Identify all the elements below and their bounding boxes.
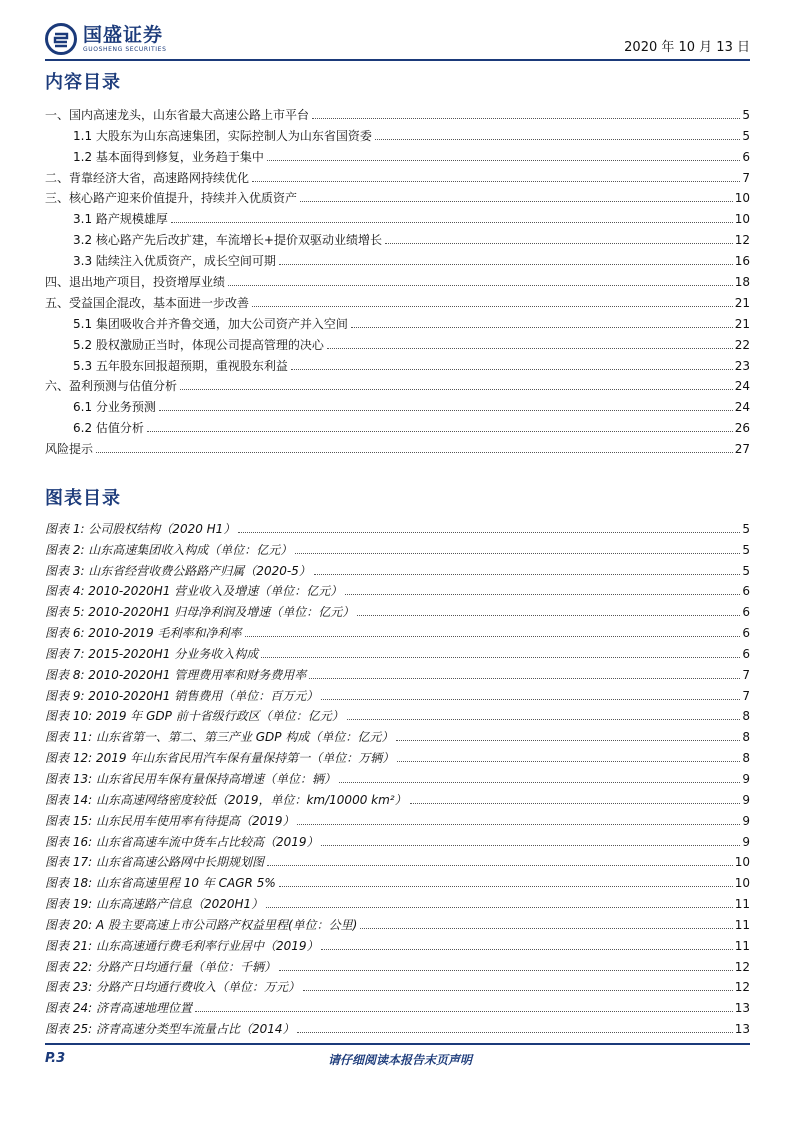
figure-entry-page[interactable]: 10: [734, 876, 750, 891]
dot-leader: [295, 553, 740, 554]
figures-list: [45, 515, 750, 1036]
figure-entry-label[interactable]: 图表 3: 山东省经营收费公路路产归属（2020-5）: [45, 563, 311, 578]
toc-entry[interactable]: [45, 143, 750, 164]
dot-leader: [267, 865, 733, 866]
figure-entry-page[interactable]: 5: [742, 521, 750, 536]
figure-entry-label[interactable]: 图表 25: 济青高速分类型车流量占比（2014）: [45, 1022, 295, 1037]
dot-leader: [300, 201, 733, 202]
dot-leader: [147, 431, 733, 432]
toc-entry[interactable]: [45, 185, 750, 206]
figure-entry-page[interactable]: 7: [742, 688, 750, 703]
toc-entry-label[interactable]: 二、背靠经济大省，高速路网持续优化: [45, 170, 250, 185]
figure-entry[interactable]: [45, 703, 750, 724]
dot-leader: [195, 1011, 733, 1012]
dot-leader: [261, 657, 740, 658]
dot-leader: [321, 699, 740, 700]
figure-entry[interactable]: [45, 578, 750, 599]
figure-entry-label[interactable]: 图表 20: A 股主要高速上市公司路产权益里程(单位：公里): [45, 917, 358, 932]
figures-title: 图表目录: [45, 488, 121, 509]
dot-leader: [279, 970, 733, 971]
dot-leader: [396, 740, 740, 741]
figure-entry[interactable]: [45, 661, 750, 682]
figure-entry[interactable]: [45, 890, 750, 911]
figure-entry-label[interactable]: 图表 9: 2010-2020H1 销售费用（单位：百万元）: [45, 688, 319, 703]
figure-entry[interactable]: [45, 828, 750, 849]
dot-leader: [327, 348, 733, 349]
figure-entry-label[interactable]: 图表 6: 2010-2019 毛利率和净利率: [45, 626, 242, 641]
figure-entry-label[interactable]: 图表 14: 山东高速网络密度较低（2019，单位：km/10000 km²）: [45, 792, 407, 807]
toc-entry-page[interactable]: 26: [734, 421, 750, 436]
toc-entry-page[interactable]: 21: [734, 316, 750, 331]
guosheng-logo-icon: [45, 23, 77, 55]
figure-entry-page[interactable]: 5: [742, 542, 750, 557]
figure-entry[interactable]: [45, 619, 750, 640]
figure-entry-label[interactable]: 图表 7: 2015-2020H1 分业务收入构成: [45, 646, 259, 661]
dot-leader: [279, 264, 733, 265]
toc-entry-label[interactable]: 一、国内高速龙头，山东省最大高速公路上市平台: [45, 107, 310, 122]
dot-leader: [397, 761, 740, 762]
figure-entry-label[interactable]: 图表 11: 山东省第一、第二、第三产业 GDP 构成（单位：亿元）: [45, 730, 394, 745]
footer-divider: [45, 1043, 750, 1045]
figure-entry[interactable]: [45, 723, 750, 744]
toc-entry-page[interactable]: 24: [734, 400, 750, 415]
dot-leader: [357, 615, 740, 616]
figure-entry-page[interactable]: 13: [734, 1001, 750, 1016]
toc-entry-label[interactable]: 5.3 五年股东回报超预期，重视股东利益: [73, 358, 288, 373]
dot-leader: [171, 222, 733, 223]
figure-entry-label[interactable]: 图表 24: 济青高速地理位置: [45, 1001, 192, 1016]
figure-entry-label[interactable]: 图表 10: 2019 年 GDP 前十省级行政区（单位：亿元）: [45, 709, 344, 724]
toc-entry[interactable]: [45, 352, 750, 373]
toc-entry[interactable]: [45, 373, 750, 394]
dot-leader: [291, 369, 733, 370]
figure-entry[interactable]: [45, 786, 750, 807]
dot-leader: [279, 886, 733, 887]
toc-entry[interactable]: [45, 164, 750, 185]
toc-entry-page[interactable]: 23: [734, 358, 750, 373]
toc-entry-label[interactable]: 风险提示: [45, 442, 94, 457]
toc-entry-page[interactable]: 16: [734, 254, 750, 269]
figure-entry[interactable]: [45, 598, 750, 619]
figure-entry-page[interactable]: 8: [742, 730, 750, 745]
figure-entry-page[interactable]: 9: [742, 792, 750, 807]
dot-leader: [375, 139, 740, 140]
figure-entry-page[interactable]: 5: [742, 563, 750, 578]
figure-entry[interactable]: [45, 682, 750, 703]
figure-entry-page[interactable]: 8: [742, 751, 750, 766]
dot-leader: [297, 824, 740, 825]
figure-entry[interactable]: [45, 849, 750, 870]
dot-leader: [228, 285, 733, 286]
figure-entry-page[interactable]: 12: [734, 980, 750, 995]
dot-leader: [309, 678, 740, 679]
toc-entry-label[interactable]: 六、盈利预测与估值分析: [45, 379, 178, 394]
logo-name-en: GUOSHENG SECURITIES: [83, 46, 167, 53]
figure-entry-page[interactable]: 6: [742, 646, 750, 661]
dot-leader: [312, 118, 740, 119]
dot-leader: [266, 907, 733, 908]
figure-entry-page[interactable]: 7: [742, 667, 750, 682]
figure-entry-page[interactable]: 9: [742, 813, 750, 828]
toc-entry-label[interactable]: 3.3 陆续注入优质资产，成长空间可期: [73, 254, 276, 269]
figure-entry-page[interactable]: 6: [742, 626, 750, 641]
toc-entry[interactable]: [45, 289, 750, 310]
toc-entry[interactable]: [45, 310, 750, 331]
figure-entry-label[interactable]: 图表 4: 2010-2020H1 营业收入及增速（单位：亿元）: [45, 584, 343, 599]
dot-leader: [96, 452, 733, 453]
figure-entry-label[interactable]: 图表 1: 公司股权结构（2020 H1）: [45, 521, 236, 536]
dot-leader: [351, 327, 733, 328]
figure-entry[interactable]: [45, 640, 750, 661]
toc-entry-label[interactable]: 3.2 核心路产先后改扩建，车流增长+提价双驱动业绩增长: [73, 233, 382, 248]
dot-leader: [252, 181, 740, 182]
dot-leader: [339, 782, 740, 783]
figure-entry[interactable]: [45, 953, 750, 974]
dot-leader: [321, 949, 732, 950]
contents-title: 内容目录: [45, 72, 121, 93]
dot-leader: [385, 243, 733, 244]
figure-entry-label[interactable]: 图表 16: 山东省高速车流中货车占比较高（2019）: [45, 834, 319, 849]
toc-entry-label[interactable]: 四、退出地产项目，投资增厚业绩: [45, 275, 226, 290]
figure-entry-label[interactable]: 图表 5: 2010-2020H1 归母净利润及增速（单位：亿元）: [45, 605, 355, 620]
figure-entry-label[interactable]: 图表 18: 山东省高速里程 10 年 CAGR 5%: [45, 876, 276, 891]
toc-entry-page[interactable]: 18: [734, 275, 750, 290]
figure-entry-label[interactable]: 图表 13: 山东省民用车保有量保持高增速（单位：辆）: [45, 771, 336, 786]
figure-entry[interactable]: [45, 911, 750, 932]
figure-entry-page[interactable]: 11: [734, 938, 750, 953]
dot-leader: [303, 990, 733, 991]
figure-entry[interactable]: [45, 765, 750, 786]
toc-entry-page[interactable]: 5: [742, 128, 750, 143]
toc-entry-page[interactable]: 10: [734, 212, 750, 227]
figure-entry[interactable]: [45, 557, 750, 578]
dot-leader: [159, 410, 733, 411]
figure-entry-page[interactable]: 10: [734, 855, 750, 870]
figure-entry[interactable]: [45, 744, 750, 765]
toc-entry-page[interactable]: 10: [734, 191, 750, 206]
toc-entry-label[interactable]: 6.2 估值分析: [73, 421, 144, 436]
figure-entry-label[interactable]: 图表 8: 2010-2020H1 管理费用率和财务费用率: [45, 667, 307, 682]
figure-entry-label[interactable]: 图表 22: 分路产日均通行量（单位：千辆）: [45, 959, 276, 974]
dot-leader: [252, 306, 733, 307]
toc-entry-label[interactable]: 1.2 基本面得到修复，业务趋于集中: [73, 149, 264, 164]
toc-entry[interactable]: [45, 393, 750, 414]
figure-entry-label[interactable]: 图表 21: 山东高速通行费毛利率行业居中（2019）: [45, 938, 319, 953]
toc-entry[interactable]: [45, 226, 750, 247]
toc-entry[interactable]: [45, 414, 750, 435]
toc-entry-label[interactable]: 6.1 分业务预测: [73, 400, 156, 415]
figure-entry-page[interactable]: 6: [742, 605, 750, 620]
contents-list: [45, 101, 750, 456]
toc-entry[interactable]: [45, 122, 750, 143]
figure-entry-label[interactable]: 图表 19: 山东高速路产信息（2020H1）: [45, 897, 264, 912]
toc-entry-label[interactable]: 三、核心路产迎来价值提升，持续并入优质资产: [45, 191, 298, 206]
toc-entry-page[interactable]: 5: [742, 107, 750, 122]
dot-leader: [345, 594, 740, 595]
toc-entry-label[interactable]: 五、受益国企混改，基本面进一步改善: [45, 295, 250, 310]
figure-entry-page[interactable]: 11: [734, 897, 750, 912]
figure-entry-page[interactable]: 12: [734, 959, 750, 974]
dot-leader: [267, 160, 740, 161]
figure-entry-page[interactable]: 11: [734, 917, 750, 932]
figure-entry-label[interactable]: 图表 17: 山东省高速公路网中长期规划图: [45, 855, 264, 870]
figure-entry[interactable]: [45, 807, 750, 828]
toc-entry-label[interactable]: 5.1 集团吸收合并齐鲁交通，加大公司资产并入空间: [73, 316, 348, 331]
dot-leader: [245, 636, 741, 637]
figure-entry-label[interactable]: 图表 23: 分路产日均通行费收入（单位：万元）: [45, 980, 300, 995]
toc-entry[interactable]: [45, 435, 750, 456]
toc-entry-page[interactable]: 7: [742, 170, 750, 185]
figure-entry-page[interactable]: 9: [742, 771, 750, 786]
dot-leader: [314, 574, 741, 575]
toc-entry[interactable]: [45, 268, 750, 289]
report-date: 2020 年 10 月 13 日: [624, 40, 750, 55]
toc-entry[interactable]: [45, 101, 750, 122]
toc-entry-label[interactable]: 5.2 股权激励正当时，体现公司提高管理的决心: [73, 337, 324, 352]
dot-leader: [321, 845, 740, 846]
figure-entry-label[interactable]: 图表 12: 2019 年山东省民用汽车保有量保持第一（单位：万辆）: [45, 751, 395, 766]
company-logo: [45, 22, 166, 56]
toc-entry-label[interactable]: 1.1 大股东为山东高速集团，实际控制人为山东省国资委: [73, 128, 372, 143]
toc-entry-page[interactable]: 22: [734, 337, 750, 352]
page-header: [45, 18, 750, 60]
figure-entry-page[interactable]: 8: [742, 709, 750, 724]
figure-entry[interactable]: [45, 536, 750, 557]
page-number: P.3: [45, 1051, 66, 1066]
figure-entry-label[interactable]: 图表 2: 山东高速集团收入构成（单位：亿元）: [45, 542, 293, 557]
figure-entry-page[interactable]: 9: [742, 834, 750, 849]
toc-entry-page[interactable]: 6: [742, 149, 750, 164]
disclaimer-note: 请仔细阅读本报告末页声明: [327, 1053, 472, 1067]
dot-leader: [238, 532, 740, 533]
figure-entry[interactable]: [45, 974, 750, 995]
figure-entry[interactable]: [45, 869, 750, 890]
figure-entry[interactable]: [45, 932, 750, 953]
figure-entry[interactable]: [45, 1015, 750, 1036]
figure-entry-label[interactable]: 图表 15: 山东民用车使用率有待提高（2019）: [45, 813, 295, 828]
dot-leader: [347, 719, 741, 720]
figure-entry-page[interactable]: 6: [742, 584, 750, 599]
dot-leader: [360, 928, 732, 929]
dot-leader: [297, 1032, 732, 1033]
toc-entry-page[interactable]: 27: [734, 442, 750, 457]
header-divider: [45, 59, 750, 61]
toc-entry[interactable]: [45, 247, 750, 268]
toc-entry-label[interactable]: 3.1 路产规模雄厚: [73, 212, 168, 227]
dot-leader: [410, 803, 741, 804]
dot-leader: [180, 389, 733, 390]
figure-entry[interactable]: [45, 994, 750, 1015]
toc-entry-page[interactable]: 24: [734, 379, 750, 394]
toc-entry[interactable]: [45, 205, 750, 226]
logo-name-cn: 国盛证券: [83, 24, 164, 46]
toc-entry-page[interactable]: 12: [734, 233, 750, 248]
figure-entry-page[interactable]: 13: [734, 1022, 750, 1037]
figure-entry[interactable]: [45, 515, 750, 536]
toc-entry-page[interactable]: 21: [734, 295, 750, 310]
toc-entry[interactable]: [45, 331, 750, 352]
